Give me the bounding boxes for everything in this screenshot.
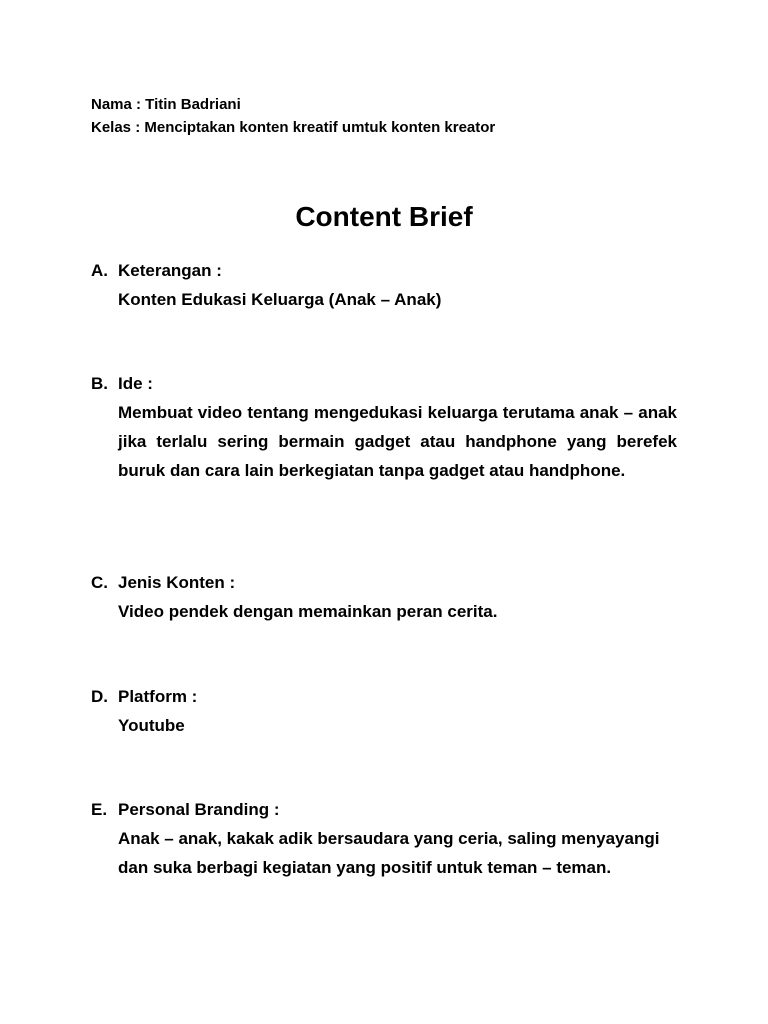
section-letter: E. [91, 800, 108, 819]
section-ide [91, 369, 677, 485]
section-jenis-konten [91, 568, 677, 626]
section-body: Anak – anak, kakak adik bersaudara yang ceria, saling menyayangi dan suka berbagi kegiatan yang positif untuk teman – teman. [118, 829, 660, 877]
section-letter: D. [91, 687, 108, 706]
section-body: Youtube [118, 716, 185, 735]
section-label: Platform : [118, 687, 198, 706]
student-name: Nama : Titin Badriani [91, 96, 241, 113]
section-body: Membuat video tentang mengedukasi keluarga terutama anak – anak jika terlalu sering bermain gadget atau handphone yang berefek buruk dan cara lain berkegiatan tanpa gadget atau handphone. [118, 403, 677, 480]
class-name: Kelas : Menciptakan konten kreatif umtuk konten kreator [91, 119, 496, 136]
section-body: Konten Edukasi Keluarga (Anak – Anak) [118, 290, 442, 309]
page-title: Content Brief [295, 201, 473, 232]
section-body: Video pendek dengan memainkan peran cerita. [118, 602, 498, 621]
section-letter: A. [91, 261, 108, 280]
section-label: Jenis Konten : [118, 573, 236, 592]
section-platform [91, 682, 677, 740]
section-label: Ide : [118, 374, 153, 393]
header-info [91, 93, 495, 139]
section-keterangan [91, 256, 677, 314]
section-label: Keterangan : [118, 261, 222, 280]
section-letter: C. [91, 573, 108, 592]
section-letter: B. [91, 374, 108, 393]
section-personal-branding [91, 795, 677, 882]
section-label: Personal Branding : [118, 800, 280, 819]
